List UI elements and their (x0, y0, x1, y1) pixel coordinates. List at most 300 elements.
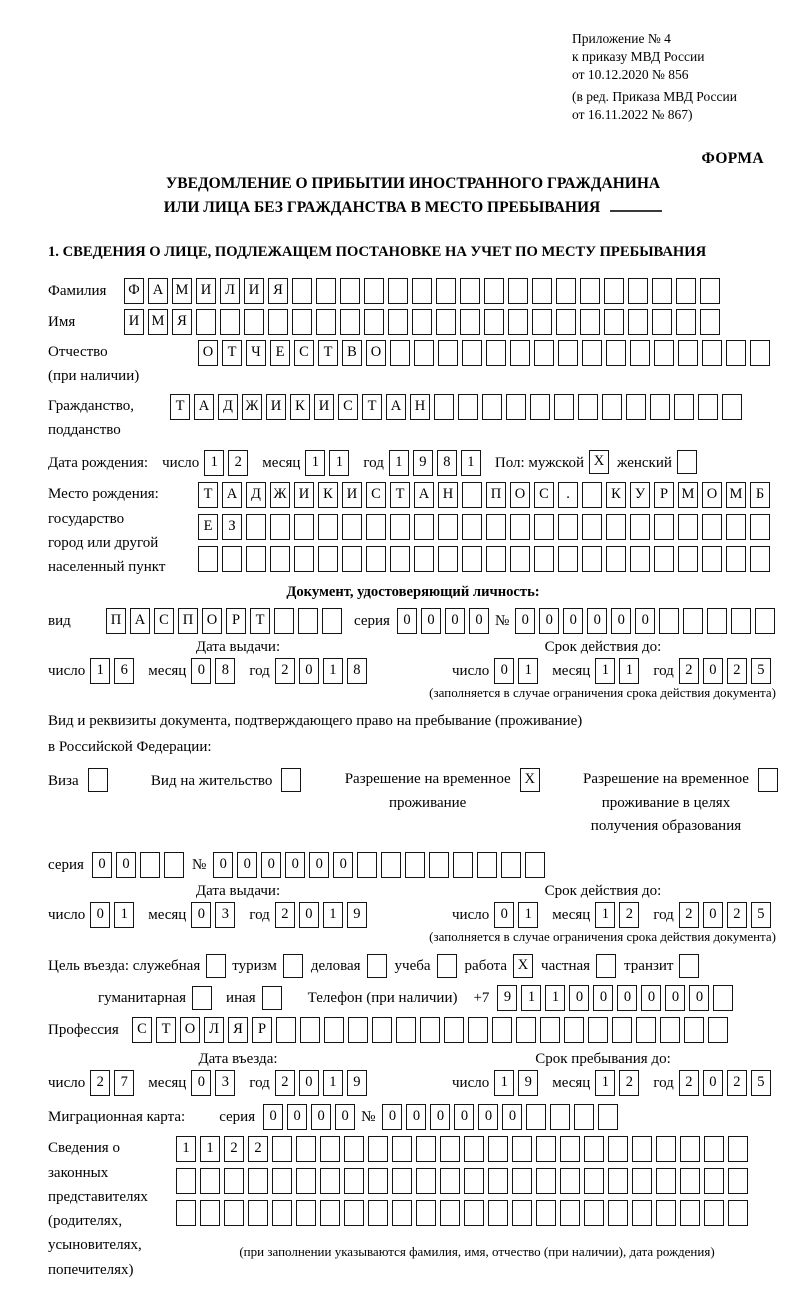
char-cell[interactable] (750, 340, 770, 366)
char-cell[interactable] (556, 309, 576, 335)
char-cell[interactable] (272, 1200, 292, 1226)
char-cell[interactable] (536, 1168, 556, 1194)
char-cell[interactable]: О (366, 340, 386, 366)
char-cell[interactable] (348, 1017, 368, 1043)
char-cell[interactable] (558, 340, 578, 366)
char-cell[interactable] (464, 1168, 484, 1194)
char-cell[interactable]: Т (390, 482, 410, 508)
char-cell[interactable] (434, 394, 454, 420)
char-cell[interactable] (484, 309, 504, 335)
char-cell[interactable] (584, 1200, 604, 1226)
char-cell[interactable] (560, 1200, 580, 1226)
char-cell[interactable] (680, 1168, 700, 1194)
char-cell[interactable] (604, 278, 624, 304)
char-cell[interactable] (684, 1017, 704, 1043)
char-cell[interactable]: 0 (665, 985, 685, 1011)
char-cell[interactable] (728, 1200, 748, 1226)
char-cell[interactable] (606, 514, 626, 540)
char-cell[interactable] (510, 514, 530, 540)
char-cell[interactable] (368, 1168, 388, 1194)
char-cell[interactable] (224, 1168, 244, 1194)
char-cell[interactable] (468, 1017, 488, 1043)
char-cell[interactable] (612, 1017, 632, 1043)
char-cell[interactable] (508, 309, 528, 335)
char-cell[interactable]: 1 (521, 985, 541, 1011)
char-cell[interactable] (436, 309, 456, 335)
char-cell[interactable]: С (132, 1017, 152, 1043)
char-cell[interactable] (322, 608, 342, 634)
char-cell[interactable]: С (154, 608, 174, 634)
char-cell[interactable] (416, 1136, 436, 1162)
char-cell[interactable] (598, 1104, 618, 1130)
char-cell[interactable]: 1 (176, 1136, 196, 1162)
char-cell[interactable]: 2 (727, 1070, 747, 1096)
char-cell[interactable]: 1 (518, 658, 538, 684)
char-cell[interactable]: 0 (299, 902, 319, 928)
char-cell[interactable]: 0 (421, 608, 441, 634)
char-cell[interactable]: 0 (689, 985, 709, 1011)
char-cell[interactable] (438, 546, 458, 572)
char-cell[interactable]: 0 (213, 852, 233, 878)
char-cell[interactable] (366, 546, 386, 572)
char-cell[interactable]: Ж (270, 482, 290, 508)
char-cell[interactable] (606, 340, 626, 366)
char-cell[interactable]: С (338, 394, 358, 420)
char-cell[interactable]: 2 (727, 658, 747, 684)
char-cell[interactable]: Ч (246, 340, 266, 366)
char-cell[interactable]: 6 (114, 658, 134, 684)
transit-checkbox[interactable] (679, 954, 699, 978)
char-cell[interactable] (366, 514, 386, 540)
char-cell[interactable] (458, 394, 478, 420)
char-cell[interactable] (584, 1168, 604, 1194)
char-cell[interactable]: К (606, 482, 626, 508)
char-cell[interactable]: Л (204, 1017, 224, 1043)
char-cell[interactable]: П (486, 482, 506, 508)
char-cell[interactable] (558, 546, 578, 572)
char-cell[interactable] (486, 546, 506, 572)
char-cell[interactable]: 5 (751, 902, 771, 928)
char-cell[interactable] (731, 608, 751, 634)
char-cell[interactable] (316, 309, 336, 335)
char-cell[interactable]: М (726, 482, 746, 508)
char-cell[interactable]: 0 (309, 852, 329, 878)
char-cell[interactable] (320, 1168, 340, 1194)
char-cell[interactable]: Е (270, 340, 290, 366)
char-cell[interactable]: И (294, 482, 314, 508)
char-cell[interactable]: 0 (703, 658, 723, 684)
char-cell[interactable] (220, 309, 240, 335)
char-cell[interactable] (512, 1200, 532, 1226)
char-cell[interactable] (702, 546, 722, 572)
char-cell[interactable]: 2 (224, 1136, 244, 1162)
char-cell[interactable] (462, 546, 482, 572)
char-cell[interactable]: 0 (263, 1104, 283, 1130)
char-cell[interactable]: 1 (200, 1136, 220, 1162)
char-cell[interactable]: 0 (116, 852, 136, 878)
char-cell[interactable] (582, 546, 602, 572)
char-cell[interactable]: 0 (703, 1070, 723, 1096)
char-cell[interactable] (656, 1168, 676, 1194)
char-cell[interactable]: 2 (619, 1070, 639, 1096)
char-cell[interactable] (652, 278, 672, 304)
char-cell[interactable]: Т (198, 482, 218, 508)
male-checkbox[interactable]: X (589, 450, 609, 474)
residence-permit-checkbox[interactable] (281, 768, 301, 792)
char-cell[interactable]: Н (410, 394, 430, 420)
char-cell[interactable]: 0 (611, 608, 631, 634)
char-cell[interactable] (268, 309, 288, 335)
char-cell[interactable]: И (314, 394, 334, 420)
char-cell[interactable] (372, 1017, 392, 1043)
char-cell[interactable] (534, 546, 554, 572)
char-cell[interactable] (344, 1168, 364, 1194)
char-cell[interactable]: 0 (515, 608, 535, 634)
char-cell[interactable] (464, 1136, 484, 1162)
char-cell[interactable] (512, 1136, 532, 1162)
char-cell[interactable]: И (124, 309, 144, 335)
char-cell[interactable] (340, 309, 360, 335)
char-cell[interactable]: 9 (413, 450, 433, 476)
char-cell[interactable] (438, 514, 458, 540)
char-cell[interactable] (464, 1200, 484, 1226)
char-cell[interactable]: 1 (494, 1070, 514, 1096)
char-cell[interactable] (556, 278, 576, 304)
char-cell[interactable] (200, 1168, 220, 1194)
char-cell[interactable] (636, 1017, 656, 1043)
char-cell[interactable] (420, 1017, 440, 1043)
char-cell[interactable]: 0 (191, 902, 211, 928)
char-cell[interactable] (580, 278, 600, 304)
char-cell[interactable] (196, 309, 216, 335)
char-cell[interactable] (558, 514, 578, 540)
char-cell[interactable] (628, 309, 648, 335)
char-cell[interactable] (292, 278, 312, 304)
char-cell[interactable]: 0 (299, 658, 319, 684)
char-cell[interactable]: 1 (204, 450, 224, 476)
char-cell[interactable]: 1 (461, 450, 481, 476)
char-cell[interactable]: 0 (703, 902, 723, 928)
char-cell[interactable]: 9 (518, 1070, 538, 1096)
char-cell[interactable] (176, 1168, 196, 1194)
char-cell[interactable] (530, 394, 550, 420)
char-cell[interactable] (626, 394, 646, 420)
char-cell[interactable] (440, 1136, 460, 1162)
char-cell[interactable]: Р (654, 482, 674, 508)
char-cell[interactable] (272, 1136, 292, 1162)
char-cell[interactable] (294, 514, 314, 540)
char-cell[interactable]: С (366, 482, 386, 508)
char-cell[interactable]: 0 (593, 985, 613, 1011)
char-cell[interactable] (526, 1104, 546, 1130)
char-cell[interactable]: Р (226, 608, 246, 634)
char-cell[interactable]: 0 (494, 658, 514, 684)
char-cell[interactable] (704, 1136, 724, 1162)
char-cell[interactable] (392, 1200, 412, 1226)
char-cell[interactable]: З (222, 514, 242, 540)
char-cell[interactable] (440, 1168, 460, 1194)
char-cell[interactable] (510, 546, 530, 572)
char-cell[interactable] (726, 340, 746, 366)
char-cell[interactable] (608, 1136, 628, 1162)
business-checkbox[interactable] (367, 954, 387, 978)
char-cell[interactable] (510, 340, 530, 366)
char-cell[interactable]: 2 (275, 1070, 295, 1096)
char-cell[interactable] (630, 546, 650, 572)
char-cell[interactable]: 2 (90, 1070, 110, 1096)
char-cell[interactable]: 0 (397, 608, 417, 634)
char-cell[interactable] (388, 278, 408, 304)
char-cell[interactable] (602, 394, 622, 420)
edu-permit-checkbox[interactable] (758, 768, 778, 792)
char-cell[interactable]: 0 (287, 1104, 307, 1130)
char-cell[interactable] (462, 514, 482, 540)
char-cell[interactable] (574, 1104, 594, 1130)
char-cell[interactable]: 0 (382, 1104, 402, 1130)
private-checkbox[interactable] (596, 954, 616, 978)
char-cell[interactable]: 0 (539, 608, 559, 634)
char-cell[interactable] (318, 546, 338, 572)
char-cell[interactable] (248, 1200, 268, 1226)
char-cell[interactable] (582, 482, 602, 508)
char-cell[interactable]: 5 (751, 658, 771, 684)
char-cell[interactable] (588, 1017, 608, 1043)
char-cell[interactable] (200, 1200, 220, 1226)
char-cell[interactable] (702, 514, 722, 540)
char-cell[interactable]: 0 (333, 852, 353, 878)
char-cell[interactable]: 2 (275, 902, 295, 928)
char-cell[interactable]: 9 (497, 985, 517, 1011)
char-cell[interactable] (750, 546, 770, 572)
char-cell[interactable]: А (148, 278, 168, 304)
char-cell[interactable]: 0 (469, 608, 489, 634)
char-cell[interactable]: Б (750, 482, 770, 508)
char-cell[interactable]: С (294, 340, 314, 366)
char-cell[interactable] (440, 1200, 460, 1226)
char-cell[interactable]: . (558, 482, 578, 508)
char-cell[interactable] (364, 309, 384, 335)
char-cell[interactable] (320, 1200, 340, 1226)
char-cell[interactable] (486, 514, 506, 540)
char-cell[interactable]: 7 (114, 1070, 134, 1096)
char-cell[interactable] (316, 278, 336, 304)
char-cell[interactable]: Т (318, 340, 338, 366)
char-cell[interactable] (324, 1017, 344, 1043)
char-cell[interactable]: 0 (569, 985, 589, 1011)
char-cell[interactable] (364, 278, 384, 304)
char-cell[interactable]: 2 (679, 902, 699, 928)
char-cell[interactable]: Т (362, 394, 382, 420)
char-cell[interactable] (164, 852, 184, 878)
char-cell[interactable] (536, 1200, 556, 1226)
char-cell[interactable]: 2 (248, 1136, 268, 1162)
char-cell[interactable]: М (148, 309, 168, 335)
female-checkbox[interactable] (677, 450, 697, 474)
char-cell[interactable]: А (386, 394, 406, 420)
char-cell[interactable] (274, 608, 294, 634)
char-cell[interactable] (654, 546, 674, 572)
char-cell[interactable] (390, 546, 410, 572)
temp-permit-checkbox[interactable]: X (520, 768, 540, 792)
char-cell[interactable] (702, 340, 722, 366)
char-cell[interactable] (484, 278, 504, 304)
char-cell[interactable] (488, 1168, 508, 1194)
char-cell[interactable]: 1 (545, 985, 565, 1011)
char-cell[interactable]: 2 (228, 450, 248, 476)
char-cell[interactable] (357, 852, 377, 878)
char-cell[interactable] (486, 340, 506, 366)
char-cell[interactable] (477, 852, 497, 878)
char-cell[interactable] (300, 1017, 320, 1043)
char-cell[interactable] (405, 852, 425, 878)
char-cell[interactable]: 1 (114, 902, 134, 928)
char-cell[interactable] (429, 852, 449, 878)
char-cell[interactable]: 3 (215, 902, 235, 928)
char-cell[interactable]: 1 (323, 658, 343, 684)
char-cell[interactable] (222, 546, 242, 572)
char-cell[interactable]: С (534, 482, 554, 508)
char-cell[interactable] (722, 394, 742, 420)
char-cell[interactable]: 0 (90, 902, 110, 928)
char-cell[interactable] (652, 309, 672, 335)
char-cell[interactable] (462, 340, 482, 366)
char-cell[interactable] (506, 394, 526, 420)
char-cell[interactable] (560, 1168, 580, 1194)
char-cell[interactable]: 0 (617, 985, 637, 1011)
char-cell[interactable] (294, 546, 314, 572)
char-cell[interactable]: Ф (124, 278, 144, 304)
char-cell[interactable] (554, 394, 574, 420)
char-cell[interactable] (368, 1200, 388, 1226)
char-cell[interactable]: Я (228, 1017, 248, 1043)
char-cell[interactable]: 2 (275, 658, 295, 684)
char-cell[interactable] (683, 608, 703, 634)
char-cell[interactable]: 0 (563, 608, 583, 634)
char-cell[interactable]: Д (246, 482, 266, 508)
char-cell[interactable] (270, 514, 290, 540)
char-cell[interactable] (416, 1200, 436, 1226)
char-cell[interactable]: 8 (437, 450, 457, 476)
char-cell[interactable]: 8 (347, 658, 367, 684)
char-cell[interactable] (713, 985, 733, 1011)
char-cell[interactable]: 1 (329, 450, 349, 476)
char-cell[interactable] (654, 340, 674, 366)
char-cell[interactable]: 9 (347, 902, 367, 928)
char-cell[interactable] (704, 1200, 724, 1226)
char-cell[interactable] (755, 608, 775, 634)
char-cell[interactable]: 0 (311, 1104, 331, 1130)
char-cell[interactable] (444, 1017, 464, 1043)
char-cell[interactable] (604, 309, 624, 335)
char-cell[interactable]: И (342, 482, 362, 508)
humanitarian-checkbox[interactable] (192, 986, 212, 1010)
char-cell[interactable]: 1 (595, 658, 615, 684)
char-cell[interactable]: 1 (389, 450, 409, 476)
char-cell[interactable] (492, 1017, 512, 1043)
char-cell[interactable] (390, 340, 410, 366)
char-cell[interactable] (532, 309, 552, 335)
char-cell[interactable] (608, 1200, 628, 1226)
char-cell[interactable] (582, 340, 602, 366)
char-cell[interactable]: 8 (215, 658, 235, 684)
char-cell[interactable]: 0 (299, 1070, 319, 1096)
char-cell[interactable] (296, 1136, 316, 1162)
char-cell[interactable] (656, 1136, 676, 1162)
char-cell[interactable] (414, 340, 434, 366)
char-cell[interactable] (176, 1200, 196, 1226)
char-cell[interactable] (726, 514, 746, 540)
char-cell[interactable]: О (702, 482, 722, 508)
char-cell[interactable] (656, 1200, 676, 1226)
char-cell[interactable] (678, 340, 698, 366)
char-cell[interactable] (344, 1200, 364, 1226)
char-cell[interactable] (318, 514, 338, 540)
char-cell[interactable]: К (290, 394, 310, 420)
char-cell[interactable] (272, 1168, 292, 1194)
char-cell[interactable] (534, 514, 554, 540)
char-cell[interactable] (412, 278, 432, 304)
char-cell[interactable]: Д (218, 394, 238, 420)
char-cell[interactable] (560, 1136, 580, 1162)
char-cell[interactable] (248, 1168, 268, 1194)
char-cell[interactable]: Т (170, 394, 190, 420)
char-cell[interactable]: У (630, 482, 650, 508)
char-cell[interactable]: Т (250, 608, 270, 634)
char-cell[interactable] (659, 608, 679, 634)
char-cell[interactable] (550, 1104, 570, 1130)
char-cell[interactable]: И (266, 394, 286, 420)
char-cell[interactable] (482, 394, 502, 420)
char-cell[interactable] (708, 1017, 728, 1043)
char-cell[interactable] (488, 1136, 508, 1162)
char-cell[interactable]: 2 (619, 902, 639, 928)
char-cell[interactable] (342, 514, 362, 540)
char-cell[interactable] (414, 546, 434, 572)
char-cell[interactable]: 1 (595, 902, 615, 928)
char-cell[interactable] (320, 1136, 340, 1162)
char-cell[interactable]: 0 (454, 1104, 474, 1130)
char-cell[interactable] (344, 1136, 364, 1162)
char-cell[interactable]: 0 (587, 608, 607, 634)
char-cell[interactable]: П (178, 608, 198, 634)
char-cell[interactable]: А (222, 482, 242, 508)
char-cell[interactable]: 0 (191, 658, 211, 684)
char-cell[interactable] (292, 309, 312, 335)
char-cell[interactable]: 0 (478, 1104, 498, 1130)
char-cell[interactable] (707, 608, 727, 634)
char-cell[interactable]: 2 (679, 1070, 699, 1096)
char-cell[interactable]: Я (268, 278, 288, 304)
char-cell[interactable] (654, 514, 674, 540)
char-cell[interactable] (392, 1168, 412, 1194)
char-cell[interactable] (630, 514, 650, 540)
char-cell[interactable] (396, 1017, 416, 1043)
char-cell[interactable]: М (678, 482, 698, 508)
char-cell[interactable] (460, 278, 480, 304)
char-cell[interactable]: Ж (242, 394, 262, 420)
char-cell[interactable] (340, 278, 360, 304)
char-cell[interactable]: Е (198, 514, 218, 540)
char-cell[interactable]: А (130, 608, 150, 634)
char-cell[interactable] (390, 514, 410, 540)
char-cell[interactable] (630, 340, 650, 366)
char-cell[interactable] (580, 309, 600, 335)
char-cell[interactable] (532, 278, 552, 304)
char-cell[interactable]: 0 (406, 1104, 426, 1130)
char-cell[interactable] (488, 1200, 508, 1226)
char-cell[interactable] (578, 394, 598, 420)
tourism-checkbox[interactable] (283, 954, 303, 978)
